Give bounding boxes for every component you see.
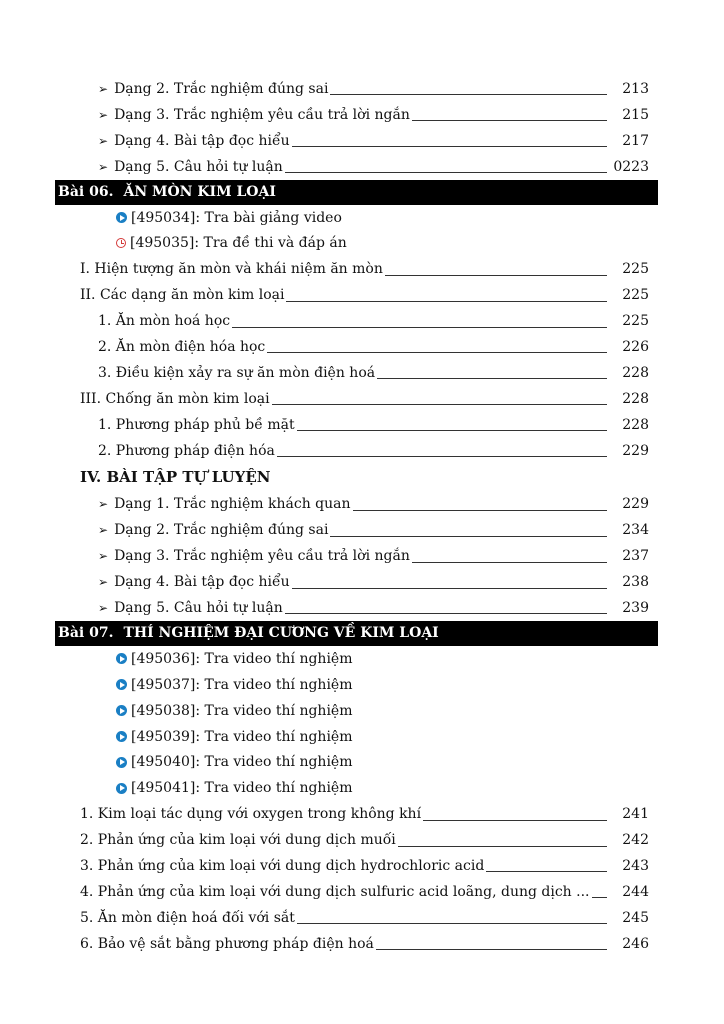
toc-entry[interactable] xyxy=(0,801,724,827)
toc-entry-label: 1. Ăn mòn hoá học xyxy=(98,313,231,330)
toc-entry-label: 1. Phương pháp phủ bề mặt xyxy=(98,416,295,433)
arrow-bullet-icon: ➢ xyxy=(98,523,109,538)
resource-link[interactable] xyxy=(0,672,724,698)
dot-leader xyxy=(423,820,607,821)
lesson-title: ĂN MÒN KIM LOẠI xyxy=(123,184,276,201)
toc-entry[interactable] xyxy=(0,595,724,621)
toc-entry[interactable] xyxy=(0,491,724,517)
toc-entry[interactable] xyxy=(0,879,724,905)
top-items xyxy=(0,76,724,180)
toc-page-number: 229 xyxy=(622,442,649,459)
toc-entry-label: Dạng 3. Trắc nghiệm yêu cầu trả lời ngắn xyxy=(114,106,410,123)
toc-entry[interactable] xyxy=(0,282,724,308)
toc-page-number: 244 xyxy=(622,883,649,900)
dot-leader xyxy=(285,613,607,614)
toc-page-number: 237 xyxy=(622,548,649,565)
toc-page-number: 225 xyxy=(622,261,649,278)
toc-entry-label: Dạng 3. Trắc nghiệm yêu cầu trả lời ngắn xyxy=(114,548,410,565)
dot-leader xyxy=(232,327,607,328)
dot-leader xyxy=(353,510,607,511)
toc-page-number: 246 xyxy=(622,935,649,952)
play-icon xyxy=(116,679,127,690)
dot-leader xyxy=(412,562,607,563)
resource-link[interactable] xyxy=(0,698,724,724)
dot-leader xyxy=(272,404,607,405)
toc-entry-label: 3. Phản ứng của kim loại với dung dịch hydrochloric acid xyxy=(80,857,485,874)
toc-page-number: 243 xyxy=(622,857,649,874)
play-icon xyxy=(116,757,127,768)
toc-entry[interactable] xyxy=(0,76,724,102)
toc-entry-label: Dạng 5. Câu hỏi tự luận xyxy=(114,599,283,616)
dot-leader xyxy=(285,172,607,173)
dot-leader xyxy=(592,897,608,898)
toc-entry-label: Dạng 1. Trắc nghiệm khách quan xyxy=(114,496,351,513)
toc-page-number: 213 xyxy=(622,80,649,97)
resource-label: [495034]: Tra bài giảng video xyxy=(131,209,342,226)
dot-leader xyxy=(330,94,607,95)
dot-leader xyxy=(385,275,607,276)
dot-leader xyxy=(376,949,607,950)
toc-page-number: 238 xyxy=(622,574,649,591)
toc-entry[interactable] xyxy=(0,102,724,128)
arrow-bullet-icon: ➢ xyxy=(98,600,109,615)
toc-entry[interactable] xyxy=(0,360,724,386)
toc-page-number: 234 xyxy=(622,522,649,539)
toc-page-number: 226 xyxy=(622,338,649,355)
play-icon xyxy=(116,731,127,742)
dot-leader xyxy=(267,352,607,353)
toc-entry[interactable] xyxy=(0,334,724,360)
dot-leader xyxy=(297,430,607,431)
resource-link[interactable] xyxy=(0,646,724,672)
toc-entry[interactable] xyxy=(0,905,724,931)
toc-entry-label: 2. Phương pháp điện hóa xyxy=(98,442,275,459)
arrow-bullet-icon: ➢ xyxy=(98,497,109,512)
resource-link[interactable] xyxy=(0,205,724,231)
dot-leader xyxy=(292,146,607,147)
resource-link[interactable] xyxy=(0,749,724,775)
resource-label: [495036]: Tra video thí nghiệm xyxy=(131,650,353,667)
toc-entry-label: I. Hiện tượng ăn mòn và khái niệm ăn mòn xyxy=(80,261,383,278)
resource-label: [495041]: Tra video thí nghiệm xyxy=(131,780,353,797)
resource-link[interactable] xyxy=(0,230,724,256)
resource-label: [495035]: Tra đề thi và đáp án xyxy=(130,235,347,252)
toc-page-number: 239 xyxy=(622,599,649,616)
toc-entry[interactable] xyxy=(0,569,724,595)
toc-page-number: 0223 xyxy=(613,158,649,175)
lesson-6-header[interactable] xyxy=(55,180,658,205)
toc-page-number: 241 xyxy=(622,806,649,823)
toc-page-number: 229 xyxy=(622,496,649,513)
toc-entry[interactable] xyxy=(0,256,724,282)
toc-entry[interactable] xyxy=(0,827,724,853)
toc-page-number: 215 xyxy=(622,106,649,123)
dot-leader xyxy=(277,456,607,457)
toc-page-number: 228 xyxy=(622,416,649,433)
dot-leader xyxy=(330,536,607,537)
toc-page xyxy=(0,76,724,957)
arrow-bullet-icon: ➢ xyxy=(98,133,109,148)
dot-leader xyxy=(398,846,607,847)
resource-label: [495037]: Tra video thí nghiệm xyxy=(131,676,353,693)
resource-label: [495038]: Tra video thí nghiệm xyxy=(131,702,353,719)
arrow-bullet-icon: ➢ xyxy=(98,81,109,96)
toc-entry-label: 1. Kim loại tác dụng với oxygen trong không khí xyxy=(80,806,422,823)
toc-entry[interactable] xyxy=(0,386,724,412)
lesson-title: THÍ NGHIỆM ĐẠI CƯƠNG VỀ KIM LOẠI xyxy=(123,625,439,642)
resource-label: [495039]: Tra video thí nghiệm xyxy=(131,728,353,745)
arrow-bullet-icon: ➢ xyxy=(98,549,109,564)
toc-entry[interactable] xyxy=(0,517,724,543)
arrow-bullet-icon: ➢ xyxy=(98,159,109,174)
dot-leader xyxy=(377,378,607,379)
toc-entry[interactable] xyxy=(0,308,724,334)
exercise-heading[interactable]: IV. BÀI TẬP TỰ LUYỆN xyxy=(80,468,271,487)
toc-entry[interactable] xyxy=(0,128,724,154)
toc-entry[interactable] xyxy=(0,438,724,464)
arrow-bullet-icon: ➢ xyxy=(98,575,109,590)
toc-entry[interactable] xyxy=(0,931,724,957)
lesson-7-header[interactable] xyxy=(55,621,658,646)
resource-link[interactable] xyxy=(0,724,724,750)
toc-entry[interactable] xyxy=(0,853,724,879)
toc-page-number: 217 xyxy=(622,132,649,149)
arrow-bullet-icon: ➢ xyxy=(98,107,109,122)
toc-page-number: 228 xyxy=(622,364,649,381)
toc-entry-label: III. Chống ăn mòn kim loại xyxy=(80,390,270,407)
toc-entry-label: Dạng 2. Trắc nghiệm đúng sai xyxy=(114,80,329,97)
toc-entry-label: Dạng 4. Bài tập đọc hiểu xyxy=(114,574,290,591)
lesson-number: Bài 06. xyxy=(58,184,114,201)
toc-entry-label: 4. Phản ứng của kim loại với dung dịch sulfuric acid loãng, dung dịch ... xyxy=(80,883,590,900)
dot-leader xyxy=(486,871,607,872)
toc-entry-label: II. Các dạng ăn mòn kim loại xyxy=(80,287,285,304)
play-icon xyxy=(116,653,127,664)
toc-entry-label: 6. Bảo vệ sắt bằng phương pháp điện hoá xyxy=(80,935,374,952)
dot-leader xyxy=(412,120,607,121)
toc-page-number: 245 xyxy=(622,909,649,926)
toc-entry-label: 2. Phản ứng của kim loại với dung dịch muối xyxy=(80,832,396,849)
toc-entry-label: Dạng 2. Trắc nghiệm đúng sai xyxy=(114,522,329,539)
toc-entry[interactable] xyxy=(0,412,724,438)
lesson-number: Bài 07. xyxy=(58,625,114,642)
resource-link[interactable] xyxy=(0,775,724,801)
dot-leader xyxy=(286,301,607,302)
dot-leader xyxy=(297,923,607,924)
toc-entry[interactable] xyxy=(0,154,724,180)
toc-entry-label: Dạng 4. Bài tập đọc hiểu xyxy=(114,132,290,149)
play-icon xyxy=(116,212,127,223)
play-icon xyxy=(116,783,127,794)
toc-page-number: 228 xyxy=(622,390,649,407)
clock-icon xyxy=(116,238,126,248)
toc-page-number: 242 xyxy=(622,832,649,849)
toc-entry-label: 5. Ăn mòn điện hoá đối với sắt xyxy=(80,909,295,926)
toc-page-number: 225 xyxy=(622,313,649,330)
toc-entry-label: 3. Điều kiện xảy ra sự ăn mòn điện hoá xyxy=(98,364,376,381)
play-icon xyxy=(116,705,127,716)
toc-entry-label: 2. Ăn mòn điện hóa học xyxy=(98,338,266,355)
toc-entry[interactable] xyxy=(0,543,724,569)
resource-label: [495040]: Tra video thí nghiệm xyxy=(131,754,353,771)
toc-entry-label: Dạng 5. Câu hỏi tự luận xyxy=(114,158,283,175)
toc-page-number: 225 xyxy=(622,287,649,304)
dot-leader xyxy=(292,588,607,589)
